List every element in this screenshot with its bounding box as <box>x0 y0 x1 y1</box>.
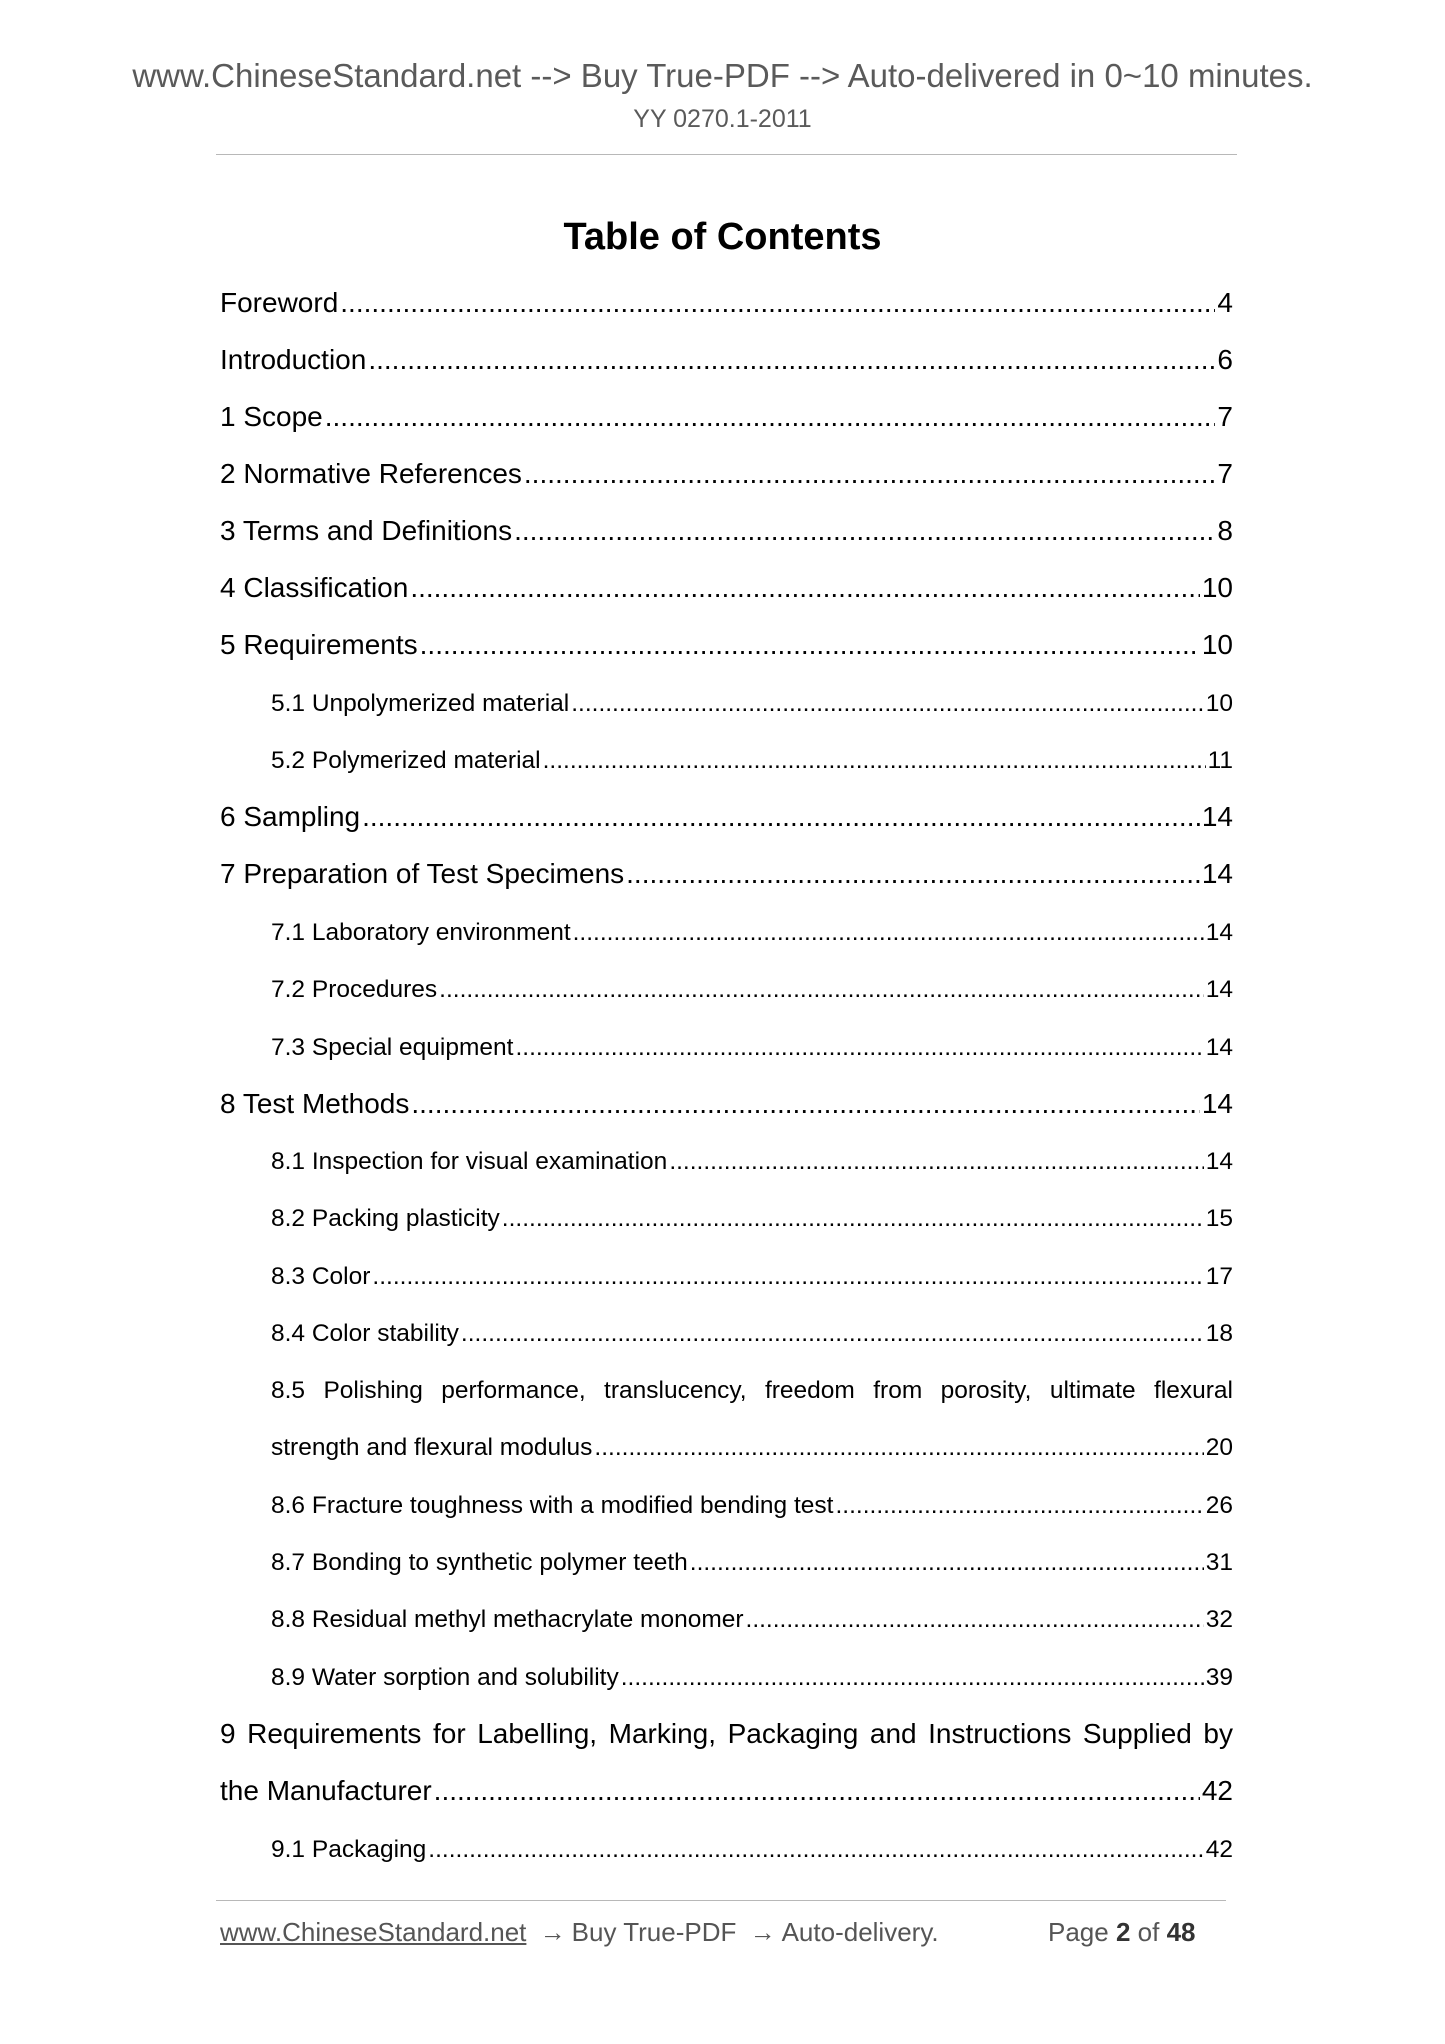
toc-entry-page: 14 <box>1201 1088 1233 1119</box>
toc-entry-7-1[interactable] <box>271 918 1233 948</box>
toc-entry-label: 8.4 Color stability <box>271 1320 459 1347</box>
toc-leader <box>746 1605 1204 1635</box>
toc-leader <box>325 400 1216 434</box>
toc-entry-5-1[interactable] <box>271 689 1233 719</box>
toc-entry-label: strength and flexural modulus <box>271 1434 593 1461</box>
toc-entry-page: 14 <box>1201 801 1233 832</box>
toc-entry-page: 17 <box>1205 1263 1233 1290</box>
toc-entry-page: 14 <box>1205 919 1233 946</box>
toc-entry-label: 8.7 Bonding to synthetic polymer teeth <box>271 1549 688 1576</box>
toc-entry-label: 5 Requirements <box>220 629 418 660</box>
toc-entry-label: 8.1 Inspection for visual examination <box>271 1148 668 1175</box>
toc-entry-7-3[interactable] <box>271 1033 1233 1063</box>
toc-entry-page: 32 <box>1205 1606 1233 1633</box>
toc-leader <box>502 1204 1204 1234</box>
toc-entry-page: 14 <box>1205 976 1233 1003</box>
toc-leader <box>410 571 1200 605</box>
toc-entry-page: 11 <box>1207 747 1233 774</box>
footer-buy-text: Buy True-PDF <box>571 1917 737 1947</box>
toc-entry-page: 10 <box>1201 629 1233 660</box>
toc-entry-page: 31 <box>1205 1549 1233 1576</box>
toc-leader <box>573 918 1204 948</box>
document-code: YY 0270.1-2011 <box>633 105 812 133</box>
toc-entry-label: 3 Terms and Definitions <box>220 515 513 546</box>
toc-leader <box>690 1548 1204 1578</box>
toc-entry-page: 8 <box>1217 515 1233 546</box>
toc-entry-label: 2 Normative References <box>220 458 522 489</box>
page-indicator <box>1048 1916 1196 1948</box>
toc-entry-label: 8.8 Residual methyl methacrylate monomer <box>271 1606 744 1633</box>
toc-entry-label: 7.1 Laboratory environment <box>271 919 571 946</box>
toc-entry-8-4[interactable] <box>271 1319 1233 1349</box>
arrow-right-icon: → <box>749 1917 776 1947</box>
toc-entry-label: Introduction <box>220 344 367 375</box>
toc-entry-requirements[interactable] <box>220 628 1233 662</box>
toc-entry-label: 7.2 Procedures <box>271 976 438 1003</box>
toc-entry-label: 1 Scope <box>220 401 323 432</box>
toc-entry-labelling[interactable] <box>220 1774 1233 1808</box>
toc-leader <box>543 746 1206 776</box>
toc-leader <box>362 800 1200 834</box>
page-total: 48 <box>1166 1917 1196 1947</box>
toc-entry-page: 6 <box>1217 344 1233 375</box>
toc-entry-page: 7 <box>1217 401 1233 432</box>
page-title: Table of Contents <box>563 216 882 258</box>
toc-entry-8-5-line1[interactable]: 8.5 Polishing performance, translucency, freedom from porosity, ultimate flexural <box>271 1377 1233 1404</box>
toc-entry-page: 42 <box>1201 1775 1233 1806</box>
toc-entry-classification[interactable] <box>220 571 1233 605</box>
toc-entry-label: 8.6 Fracture toughness with a modified bending test <box>271 1492 834 1519</box>
toc-entry-8-5[interactable] <box>271 1433 1233 1463</box>
toc-entry-label: 8 Test Methods <box>220 1088 410 1119</box>
toc-entry-8-6[interactable] <box>271 1491 1233 1521</box>
toc-entry-label: 7.3 Special equipment <box>271 1034 514 1061</box>
toc-leader <box>524 457 1216 491</box>
toc-entry-scope[interactable] <box>220 400 1233 434</box>
toc-leader <box>594 1433 1203 1463</box>
toc-entry-page: 26 <box>1205 1492 1233 1519</box>
toc-leader <box>669 1147 1203 1177</box>
toc-leader <box>372 1262 1203 1292</box>
toc-leader <box>340 286 1215 320</box>
toc-entry-9-1[interactable] <box>271 1835 1233 1865</box>
toc-entry-label: 8.3 Color <box>271 1263 371 1290</box>
toc-entry-label: 8.9 Water sorption and solubility <box>271 1664 619 1691</box>
page-number: 2 <box>1115 1917 1131 1947</box>
toc-leader <box>571 689 1204 719</box>
toc-entry-page: 10 <box>1201 572 1233 603</box>
toc-entry-page: 4 <box>1217 287 1233 318</box>
toc-entry-page: 20 <box>1205 1434 1233 1461</box>
toc-entry-page: 14 <box>1201 858 1233 889</box>
toc-entry-page: 18 <box>1205 1320 1233 1347</box>
toc-leader <box>514 514 1215 548</box>
toc-entry-label: 4 Classification <box>220 572 409 603</box>
toc-entry-label: the Manufacturer <box>220 1775 432 1806</box>
toc-entry-page: 10 <box>1205 690 1233 717</box>
toc-leader <box>420 628 1200 662</box>
toc-entry-terms-definitions[interactable] <box>220 514 1233 548</box>
toc-entry-label: 7 Preparation of Test Specimens <box>220 858 625 889</box>
toc-entry-page: 14 <box>1205 1148 1233 1175</box>
page-footer <box>220 1916 1230 1948</box>
toc-entry-label: 6 Sampling <box>220 801 361 832</box>
toc-entry-8-9[interactable] <box>271 1663 1233 1693</box>
toc-leader <box>515 1033 1203 1063</box>
page-word: Page <box>1048 1917 1109 1947</box>
toc-entry-sampling[interactable] <box>220 800 1233 834</box>
toc-entry-preparation[interactable] <box>220 857 1233 891</box>
toc-entry-page: 42 <box>1205 1836 1233 1863</box>
toc-leader <box>411 1087 1199 1121</box>
toc-entry-8-8[interactable] <box>271 1605 1233 1635</box>
toc-entry-8-7[interactable] <box>271 1548 1233 1578</box>
footer-site-link[interactable]: www.ChineseStandard.net <box>220 1917 527 1947</box>
toc-leader <box>461 1319 1204 1349</box>
toc-leader <box>434 1774 1200 1808</box>
of-word: of <box>1137 1917 1160 1947</box>
footer-divider <box>216 1900 1226 1901</box>
toc-entry-page: 14 <box>1205 1034 1233 1061</box>
toc-entry-label: Foreword <box>220 287 339 318</box>
toc-entry-label: 5.2 Polymerized material <box>271 747 541 774</box>
toc-entry-test-methods[interactable] <box>220 1087 1233 1121</box>
toc-entry-8-2[interactable] <box>271 1204 1233 1234</box>
footer-auto-text: Auto-delivery. <box>781 1917 939 1947</box>
toc-leader <box>439 975 1204 1005</box>
toc-leader <box>835 1491 1203 1521</box>
toc-entry-page: 39 <box>1205 1664 1233 1691</box>
toc-leader <box>368 343 1215 377</box>
toc-entry-8-1[interactable] <box>271 1147 1233 1177</box>
toc-entry-page: 15 <box>1205 1205 1233 1232</box>
toc-leader <box>428 1835 1203 1865</box>
toc-entry-5-2[interactable] <box>271 746 1233 776</box>
header-divider <box>216 154 1237 155</box>
toc-entry-8-3[interactable] <box>271 1262 1233 1292</box>
toc-entry-7-2[interactable] <box>271 975 1233 1005</box>
toc-entry-label: 5.1 Unpolymerized material <box>271 690 570 717</box>
header-banner: www.ChineseStandard.net --> Buy True-PDF --> Auto-delivered in 0~10 minutes. <box>132 57 1313 94</box>
toc-entry-normative-references[interactable] <box>220 457 1233 491</box>
toc-entry-labelling-line1[interactable]: 9 Requirements for Labelling, Marking, Packaging and Instructions Supplied by <box>220 1718 1233 1749</box>
toc-entry-foreword[interactable] <box>220 286 1233 320</box>
toc-entry-page: 7 <box>1217 458 1233 489</box>
toc-entry-introduction[interactable] <box>220 343 1233 377</box>
toc-entry-label: 8.2 Packing plasticity <box>271 1205 500 1232</box>
toc-leader <box>621 1663 1204 1693</box>
toc-entry-label: 9.1 Packaging <box>271 1836 427 1863</box>
toc-leader <box>626 857 1200 891</box>
arrow-right-icon: → <box>539 1917 566 1947</box>
